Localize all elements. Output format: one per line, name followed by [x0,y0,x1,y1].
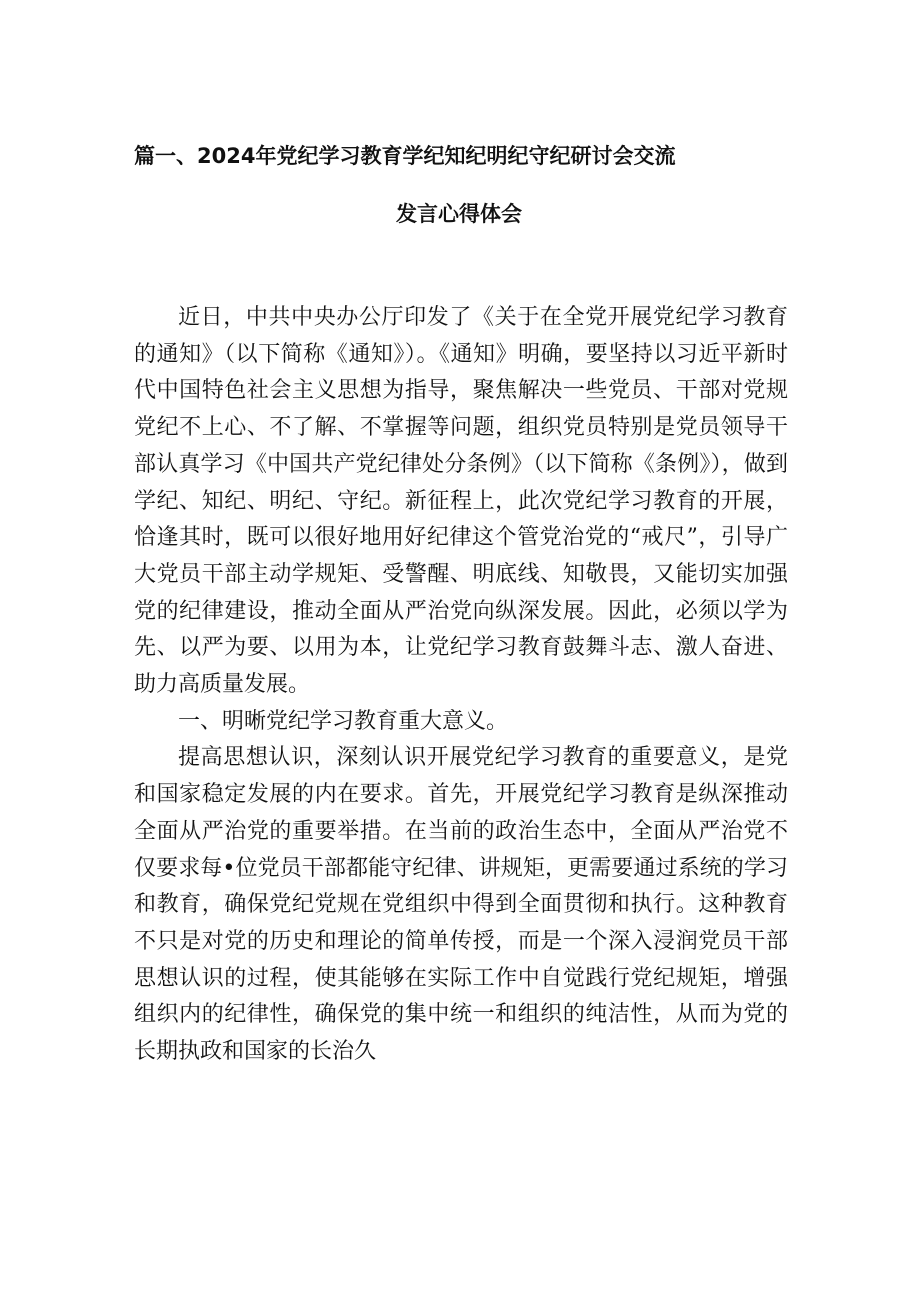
document-title-line-2: 发言心得体会 [396,202,522,226]
document-body [134,300,788,1071]
paragraph-intro: 近日，中共中央办公厅印发了《关于在全党开展党纪学习教育的通知》（以下简称《通知》）。《通知》明确，要坚持以习近平新时代中国特色社会主义思想为指导，聚焦解决一些党员、干部对党规党纪不上心、不了解、不掌握等问题，组织党员特别是党员领导干部认真学习《中国共产党纪律处分条例》（以下简称《条例》），做到学纪、知纪、明纪、守纪。新征程上，此次党纪学习教育的开展，恰逢其时，既可以很好地用好纪律这个管党治党的“戒尺”，引导广大党员干部主动学规矩、受警醒、明底线、知敬畏，又能切实加强党的纪律建设，推动全面从严治党向纵深发展。因此，必须以学为先、以严为要、以用为本，让党纪学习教育鼓舞斗志、激人奋进、助力高质量发展。 [134,305,788,698]
paragraph-section-1: 提高思想认识，深刻认识开展党纪学习教育的重要意义，是党和国家稳定发展的内在要求。首先，开展党纪学习教育是纵深推动全面从严治党的重要举措。在当前的政治生态中，全面从严治党不仅要求每•位党员干部都能守纪律、讲规矩，更需要通过系统的学习和教育，确保党纪党规在党组织中得到全面贯彻和执行。这种教育不只是对党的历史和理论的简单传授，而是一个深入浸润党员干部思想认识的过程，使其能够在实际工作中自觉践行党纪规矩，增强组织内的纪律性，确保党的集中统一和组织的纯洁性，从而为党的长期执政和国家的长治久 [134,745,788,1065]
section-heading-1: 一、明晰党纪学习教育重大意义。 [178,708,509,734]
document-title-line-1: 篇一、2024年党纪学习教育学纪知纪明纪守纪研讨会交流 [134,144,676,168]
